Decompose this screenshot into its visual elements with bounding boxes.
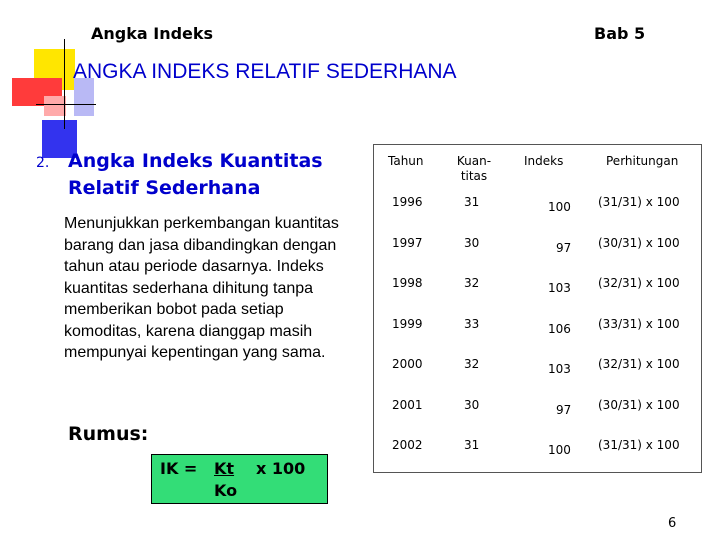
cell-perhitungan: (32/31) x 100 xyxy=(598,276,680,290)
slide-title: ANGKA INDEKS RELATIF SEDERHANA xyxy=(73,60,457,83)
cell-kuantitas: 31 xyxy=(464,195,480,209)
page-number: 6 xyxy=(668,516,677,531)
cell-kuantitas: 30 xyxy=(464,236,480,250)
cell-indeks: 103 xyxy=(548,281,571,295)
cell-tahun: 1998 xyxy=(392,276,423,290)
index-table xyxy=(373,144,702,473)
cell-kuantitas: 32 xyxy=(464,276,480,290)
cell-kuantitas: 30 xyxy=(464,398,480,412)
decor-pink-square xyxy=(44,96,66,116)
formula-denominator: Ko xyxy=(214,481,238,500)
cell-tahun: 1996 xyxy=(392,195,423,209)
cell-indeks: 106 xyxy=(548,322,571,336)
cell-tahun: 2000 xyxy=(392,357,423,371)
formula-numerator: Kt xyxy=(214,459,235,478)
cell-tahun: 1997 xyxy=(392,236,423,250)
cell-kuantitas: 33 xyxy=(464,317,480,331)
table-header-indeks: Indeks xyxy=(524,154,564,168)
formula-box xyxy=(151,454,328,504)
cell-perhitungan: (31/31) x 100 xyxy=(598,438,680,452)
cell-kuantitas: 31 xyxy=(464,438,480,452)
formula-label: Rumus: xyxy=(68,423,149,445)
cell-perhitungan: (32/31) x 100 xyxy=(598,357,680,371)
cell-perhitungan: (30/31) x 100 xyxy=(598,398,680,412)
table-header-tahun: Tahun xyxy=(388,154,424,168)
cell-tahun: 2001 xyxy=(392,398,423,412)
section-number: 2. xyxy=(36,155,50,171)
cell-indeks: 103 xyxy=(548,362,571,376)
cell-indeks: 100 xyxy=(548,443,571,457)
section-heading: Angka Indeks Kuantitas Relatif Sederhana xyxy=(68,150,323,199)
header-left-label: Angka Indeks xyxy=(91,24,214,43)
formula-lhs: IK = xyxy=(160,459,198,478)
decor-vertical-line xyxy=(64,39,65,129)
cell-indeks: 97 xyxy=(556,403,572,417)
cell-perhitungan: (31/31) x 100 xyxy=(598,195,680,209)
cell-tahun: 1999 xyxy=(392,317,423,331)
cell-kuantitas: 32 xyxy=(464,357,480,371)
header-right-label: Bab 5 xyxy=(594,24,646,43)
cell-perhitungan: (30/31) x 100 xyxy=(598,236,680,250)
formula-multiplier: x 100 xyxy=(256,459,306,478)
table-header-kuantitas: Kuan- titas xyxy=(456,154,492,183)
cell-perhitungan: (33/31) x 100 xyxy=(598,317,680,331)
table-header-perhitungan: Perhitungan xyxy=(606,154,679,168)
section-description: Menunjukkan perkembangan kuantitas barang dan jasa dibandingkan dengan tahun atau periode dasarnya. Indeks kuantitas sederhana dihitung tanpa memberikan bobot pada setiap komoditas, karena dianggap masih mempunyai kepentingan yang sama. xyxy=(64,215,339,361)
cell-indeks: 100 xyxy=(548,200,571,214)
cell-indeks: 97 xyxy=(556,241,572,255)
decor-horizontal-line xyxy=(36,104,96,105)
cell-tahun: 2002 xyxy=(392,438,423,452)
